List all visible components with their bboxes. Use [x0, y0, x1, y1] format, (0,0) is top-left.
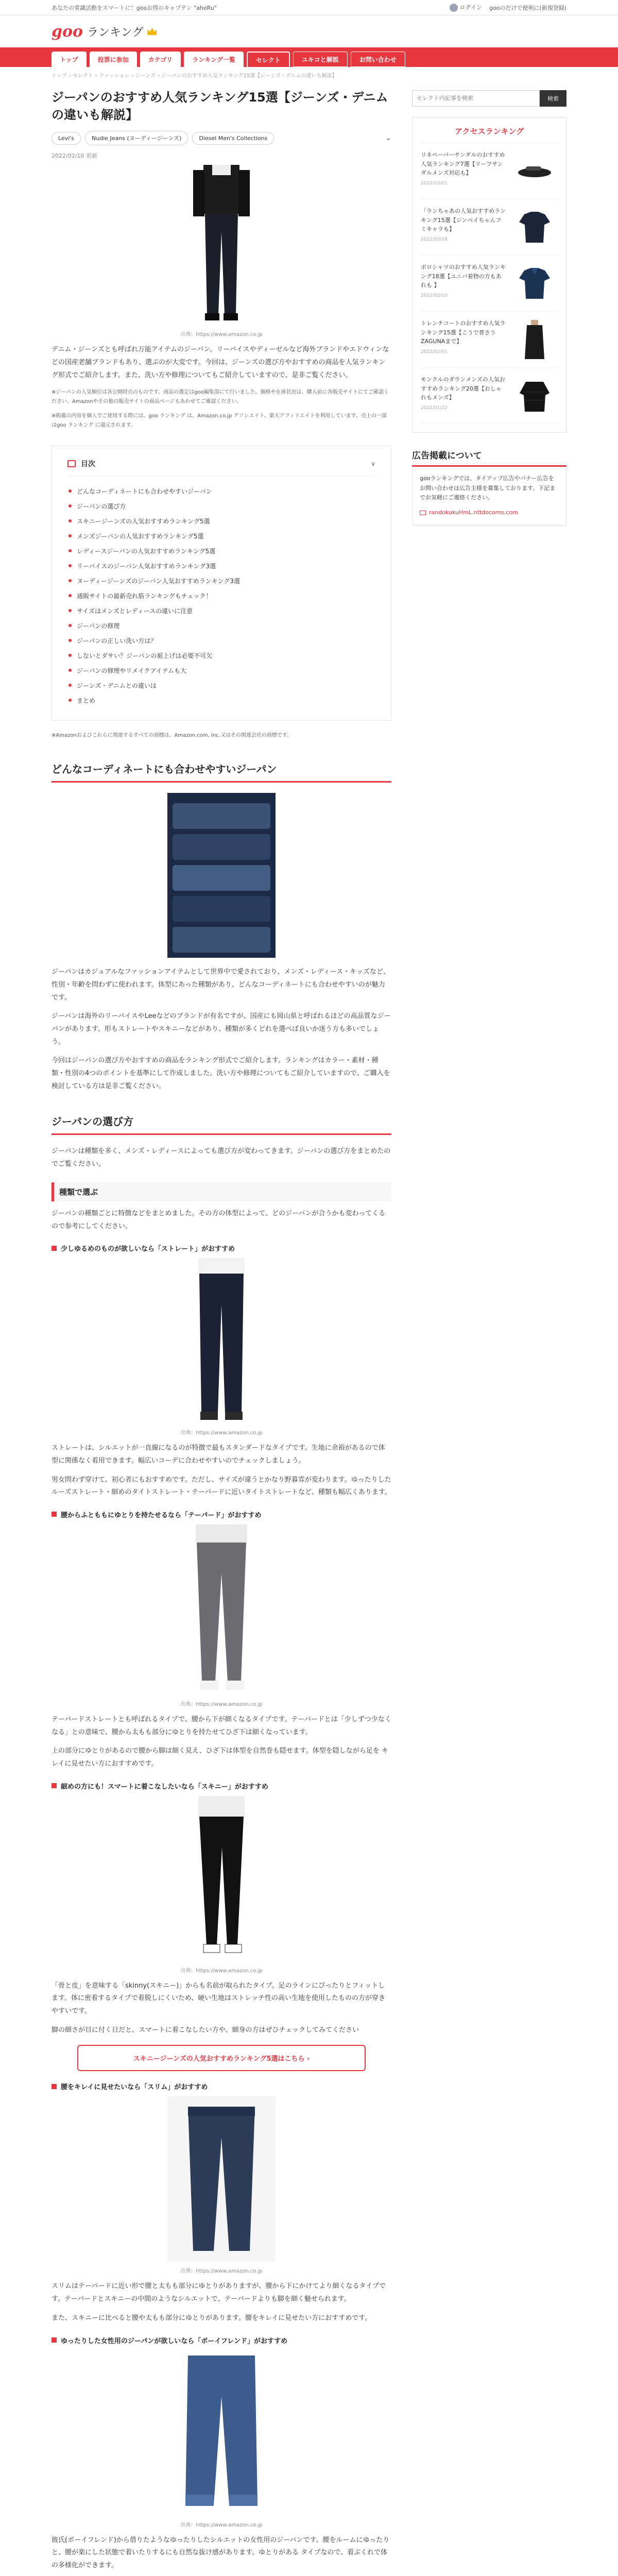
section-heading: どんなコーディネートにも合わせやすいジーパン — [52, 761, 391, 783]
ranking-item-text: トレンチコートのおすすめ人気ランキング15選【こうで普さう ZAGUNAまで】 2022/02/01 — [421, 319, 506, 360]
ranking-item-date: 2022/01/22 — [421, 405, 448, 411]
mail-icon — [420, 511, 426, 515]
ranking-item-text: リネペーパーサンダルのおすすめ人気ランキング7選【リーフサンダルメンズ対応も】 2022/03/01 — [421, 150, 506, 192]
amazon-trademark-note: ※Amazonおよびこれらに関連するすべての商標は、Amazon.com, Inc.又はその関連会社の商標です。 — [52, 733, 293, 739]
affiliate-notice: ※掲載の内容を個人でご使用する際には、goo ランキング は、Amazon.co.jp アソシエイト、楽天アフィリエイトを利用しています。売上の一部はgoo ランキング に還元されます。 — [52, 413, 387, 429]
toc-header[interactable] — [67, 459, 375, 477]
section-text: ジーパンは海外のリーバイスやLeeなどのブランドが有名ですが、国産にも岡山県と呼ばれるほどの高品質なジーパンがあります。形もストレートやスキニーなどがあり、種類が多くどれを選べば良いか迷う方も多いでしょう。 — [52, 1012, 391, 1046]
breadcrumb-current: ジーパンのおすすめ人気ランキング15選【ジーンズ・デニムの違いも解説】 — [161, 73, 337, 79]
tshirt-icon — [517, 209, 553, 245]
ranking-item[interactable] — [421, 368, 558, 424]
polo-shirt-icon — [517, 265, 553, 301]
point-heading: 細めの方にも！スマートに着こなしたいなら「スキニー」がおすすめ — [52, 1781, 391, 1791]
notice-text: ※ジーパンの人気順位は各公開時点のものです。商品の選定はgoo編集部にて行いました。価格や在庫状況は、購入前に各販売サイトにてご確認ください。Amazonやその他の販売サイトの商品ページもあわせてご確認ください。 — [52, 389, 389, 405]
site-title[interactable]: ランキング — [87, 26, 144, 39]
ranking-thumbnail[interactable] — [511, 150, 558, 192]
site-header — [0, 15, 618, 47]
tag-chip[interactable]: Diesel Men's Collections — [192, 132, 274, 145]
toc-item[interactable]: スキニージーンズの人気おすすめランキング5選 — [67, 514, 375, 529]
ad-mail-link[interactable]: randokukuHmL.nttdocomo.com — [420, 508, 559, 518]
image-caption[interactable]: 出典：https://www.amazon.co.jp — [180, 1701, 263, 1707]
skinny-ranking-link-button[interactable]: スキニージーンズの人気おすすめランキング5選はこちら › — [77, 2045, 366, 2071]
section-heading: ジーパンの選び方 — [52, 1113, 391, 1135]
boyfriend-jeans-image — [173, 2350, 270, 2515]
page-layout — [0, 83, 618, 2576]
folded-jeans-figure — [52, 793, 391, 960]
nav-top[interactable]: トップ — [52, 52, 87, 67]
breadcrumb-item[interactable]: セレクト — [72, 73, 93, 79]
toc-item[interactable]: ジーパンの正しい洗い方は？ — [67, 633, 375, 648]
ranking-thumbnail[interactable] — [511, 375, 558, 416]
section-text: ジーパンの種類ごとに特徴などをまとめました。その方の体型によって、どのジーパンが合うかも変わってくるので参考にしてください。 — [52, 1209, 386, 1230]
main-nav — [0, 47, 618, 67]
section-text: 脚の細さが目に付く日だと、スマートに着こなしたい方や、細身の方はぜひチェックしてみてください — [52, 2026, 359, 2034]
subsection-heading: 種類で選ぶ — [52, 1182, 391, 1201]
image-caption[interactable]: 出典：https://www.amazon.co.jp — [180, 1430, 263, 1436]
section-text: ジーパンはカジュアルなファッションアイテムとして世界中で愛されており、メンズ・レディース・キッズなど、性別・年齢を問わずに使われます。体型にあった種類があり、どんなコーディネートにも合わせやすいのが魅力です。 — [52, 968, 390, 1002]
updated-date: 2022/02/10 更新 — [52, 152, 97, 160]
toc-item[interactable]: メンズジーパンの人気おすすめランキング5選 — [67, 529, 375, 544]
trench-coat-icon — [522, 319, 547, 360]
ranking-item-date: 2022/02/28 — [421, 236, 448, 242]
folded-jeans-image — [167, 793, 276, 958]
point-heading: 少しゆるめのものが欲しいなら「ストレート」がおすすめ — [52, 1243, 391, 1253]
chevron-down-icon[interactable]: ⌄ — [385, 134, 391, 143]
nav-vote[interactable]: 投票に参加 — [90, 52, 137, 67]
toc-item[interactable]: ヌーディージーンズのジーパン人気おすすめランキング3選 — [67, 573, 375, 588]
nav-contact[interactable]: お問い合わせ — [351, 52, 405, 67]
section-text: また、スキニーに比べると腰や太もも部分にゆとりがあります。腰をキレイに見せたい方におすすめです。 — [52, 2314, 372, 2322]
sidebar-search — [412, 90, 566, 107]
ranking-item-text: ポロシャツのおすすめ人気ランキング18選【ユニバ着物の方もあれも 】 2022/02/10 — [421, 263, 506, 304]
point-heading: ゆったりした女性用のジーパンが欲しいなら「ボーイフレンド」がおすすめ — [52, 2335, 391, 2345]
goo-logo[interactable]: goo — [52, 22, 83, 41]
toc-item[interactable]: ジーパンの選び方 — [67, 499, 375, 514]
ranking-item-text: 「ランちゃあの人気おすすめランキング15選【ジンベイちゃんフミキャラも】 2022/02/28 — [421, 207, 506, 248]
point-heading: 腰からふとももにゆとりを持たせるなら「テーパード」がおすすめ — [52, 1510, 391, 1519]
breadcrumb-item[interactable]: ジーンズ — [135, 73, 156, 79]
image-caption[interactable]: 出典：https://www.amazon.co.jp — [180, 1968, 263, 1974]
ranking-item-date: 2022/02/10 — [421, 293, 448, 298]
toc-item[interactable]: ジーンズ・デニムとの違いは — [67, 678, 375, 693]
toc-item[interactable]: サイズはメンズとレディースの違いに注意 — [67, 603, 375, 618]
boyfriend-jeans-figure — [52, 2350, 391, 2528]
toc-item[interactable]: レディースジーパンの人気おすすめランキング5選 — [67, 544, 375, 558]
tapered-jeans-figure — [52, 1524, 391, 1707]
ranking-item[interactable] — [421, 312, 558, 368]
ranking-item-text: モンクルのダウンメンズの人気おすすめランキング20選【おしゃれもメンズ】 2022/01/22 — [421, 375, 506, 416]
ranking-item[interactable] — [421, 143, 558, 199]
straight-jeans-figure — [52, 1258, 391, 1436]
image-caption[interactable]: 出典：https://www.amazon.co.jp — [180, 2522, 263, 2528]
toc-item[interactable]: ジーパンの修理やリメイクアイテムも大 — [67, 663, 375, 678]
section-text: 今回はジーパンの選び方やおすすめの商品をランキング形式でご紹介します。ランキングはカラー・素材・種類・性別の4つのポイントを基準にして作成しました。洗い方や修理についてもご紹介していますので、ご購入を検討している方は是非ご覧ください。 — [52, 1057, 390, 1090]
toc-item[interactable]: ジーパンの修理 — [67, 618, 375, 633]
breadcrumb-item[interactable]: ファッション — [98, 73, 130, 79]
hero-jeans-image — [175, 165, 268, 325]
topbar — [0, 0, 618, 15]
image-caption[interactable]: 出典：https://www.amazon.co.jp — [180, 2268, 263, 2275]
toc-item[interactable]: しないとダサい？ジーパンの裾上げは必要不可欠 — [67, 648, 375, 663]
book-icon — [67, 460, 76, 467]
ranking-item-date: 2022/03/01 — [421, 180, 448, 186]
tag-list — [52, 131, 391, 145]
search-input[interactable] — [412, 90, 540, 107]
table-of-contents — [52, 446, 391, 721]
ranking-item[interactable] — [421, 256, 558, 312]
ad-info-title: 広告掲載について — [412, 448, 566, 467]
article-main — [52, 83, 391, 2576]
tag-chip[interactable]: Nudie Jeans (ヌーディージーンズ) — [85, 131, 188, 145]
breadcrumb-item[interactable]: トップ — [52, 73, 67, 79]
ad-info-box — [412, 448, 566, 526]
down-jacket-icon — [517, 378, 553, 414]
login-link[interactable]: ログイン — [450, 3, 482, 12]
breadcrumb: トップ › セレクト › ファッション › ジーンズ › ジーパンのおすすめ人気ランキング15選【ジーンズ・デニムの違いも解説】 — [52, 73, 337, 79]
topbar-right — [450, 3, 566, 12]
toc-item[interactable]: まとめ — [67, 693, 375, 708]
sandal-icon — [517, 163, 553, 179]
help-link[interactable]: gooのだけで使利に(新規登録) — [489, 4, 566, 11]
section-text: ストレートは、シルエットが一直線になるのが特徴で最もスタンダードなタイプです。生地に余裕があるので体型に関係なく着用できます。幅広いコーデに合わせやすいのでチェックしましょう。 — [52, 1444, 385, 1465]
toc-title: 目次 — [81, 460, 95, 469]
nav-yukiko[interactable]: ユキコと解説 — [293, 52, 348, 67]
crown-icon — [147, 28, 157, 35]
toc-item[interactable]: どんなコーディネートにも合わせやすいジーパン — [67, 484, 375, 499]
promo-text[interactable]: あなたの常識活動をスマートに！gooお得のキャプテン "ahoRu" — [52, 4, 217, 11]
point-heading: 腰をキレイに見せたいなら「スリム」がおすすめ — [52, 2081, 391, 2091]
ranking-item[interactable] — [421, 199, 558, 256]
section-text: 「骨と皮」を意味する「skinny(スキニー)」からも名前が取られたタイプ。足のラインにぴったりとフィットします。体に密着するタイプで着脱しにくいため、硬い生地はストレッチ性の高い生地を使用したものの方が穿きやすいです。 — [52, 1981, 386, 2015]
section-text: テーパードストレートとも呼ばれるタイプで、腰から下が細くなるタイプです。テーパードとは「少しずつ少なくなる」との意味で、腰から太もも部分にゆとりを持たせてひざ下は細くなっています。 — [52, 1715, 391, 1736]
ad-info-body: gooランキングでは、タイアップ広告やバナー広告をお問い合わせは広告主様を募集しております。下記までお気軽にご連絡ください。 randokukuHmL.nttdocomo.com — [412, 467, 566, 526]
user-icon — [450, 4, 458, 12]
straight-jeans-image — [188, 1258, 255, 1423]
page-title: ジーパンのおすすめ人気ランキング15選【ジーンズ・デニムの違いも解説】 — [52, 90, 388, 122]
toc-item[interactable]: リーバイスのジーパン人気おすすめランキング3選 — [67, 558, 375, 573]
section-text: 男女問わず穿けて、初心者にもおすすめです。ただし、サイズが違うとかなり野暮雰が変わります。ゆったりしたルーズストレート・細めのタイトストレート・テーパードに近いタイトストレートなど、種類も幅広くあります。 — [52, 1476, 391, 1497]
skinny-jeans-figure — [52, 1796, 391, 1974]
access-ranking — [412, 117, 566, 433]
ranking-thumbnail[interactable] — [511, 319, 558, 360]
section-text: 彼氏(ボーイフレンド)から借りたようなゆったりしたシルエットの女性用のジーパンです。腰をルームにゆったりと、腰が楽にした状態で着いたりするにも自然な抜け感があります。ゆとりがある タイプなので、着ぶくれで体の多様化ができます。 — [52, 2536, 390, 2569]
section-text: スリムはテーパードに近い形で腰と太もも部分にゆとりがありますが、腰から下にかけてより細くなるタイプです。テーパードとスキニーの中間のようなシルエットで、テーパードよりも脚を細く魅せられます。 — [52, 2282, 386, 2303]
slim-jeans-figure — [52, 2096, 391, 2274]
nav-ranking-list[interactable]: ランキング一覧 — [184, 52, 244, 67]
hero-figure — [52, 165, 391, 337]
tag-chip[interactable]: Levi's — [52, 132, 81, 145]
slim-jeans-image — [167, 2096, 276, 2261]
search-button[interactable]: 検索 — [540, 90, 566, 107]
ranking-item-date: 2022/02/01 — [421, 349, 448, 354]
intro-text: デニム・ジーンズとも呼ばれ万能アイテムのジーパン。リーバイスやディーゼルなど海外ブランドやエドウィンなどの国産老舗ブランドもあり、選ぶのが大変です。今回は、ジーンズの選び方やおすすめの商品を人気ランキング形式でご紹介します。また、洗い方や修理についてもご紹介していますので、是非ご覧ください。 — [52, 346, 389, 379]
skinny-jeans-image — [178, 1796, 265, 1961]
nav-category[interactable]: カテゴリ — [140, 52, 181, 67]
image-caption: 出典：https://www.amazon.co.jp — [180, 332, 263, 338]
section-text: 上の部分にゆとりがあるので腰から脚は細く見え、ひざ下は体型を自然巻も隠せます。体型を隠しながら足を キレイに見せたい方におすすめです。 — [52, 1747, 388, 1768]
chevron-down-icon[interactable]: ∨ — [371, 460, 375, 468]
sidebar — [412, 83, 566, 2576]
toc-item[interactable]: 通販サイトの最新売れ筋ランキングもチェック！ — [67, 588, 375, 603]
access-ranking-title: アクセスランキング — [421, 126, 558, 143]
nav-select[interactable]: セレクト — [247, 52, 290, 67]
section-text: ジーパンは種類を多く、メンズ・レディースによっても選び方が変わってきます。ジーパンの選び方をまとめたのでご覧ください。 — [52, 1147, 391, 1168]
tapered-jeans-image — [180, 1524, 263, 1694]
ranking-thumbnail[interactable] — [511, 263, 558, 304]
ranking-thumbnail[interactable] — [511, 207, 558, 248]
